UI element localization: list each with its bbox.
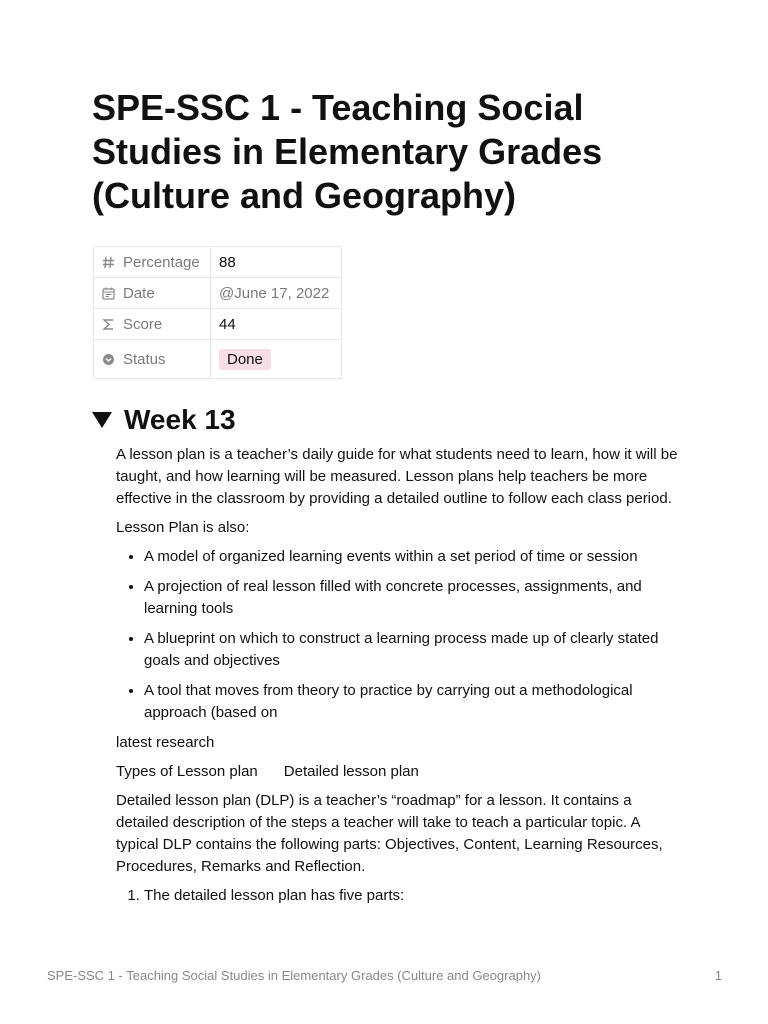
property-row-status <box>94 340 342 379</box>
bullet-list <box>116 546 682 724</box>
property-value[interactable]: 44 <box>211 309 342 340</box>
footer-page-number: 1 <box>714 968 722 983</box>
property-value[interactable]: @June 17, 2022 <box>211 278 342 309</box>
property-key: Status <box>123 350 166 368</box>
list-item: 1. The detailed lesson plan has five parts: <box>144 885 682 907</box>
property-row-score <box>94 309 342 340</box>
property-key: Date <box>123 284 155 302</box>
section-content <box>116 444 682 907</box>
list-item: • A blueprint on which to construct a learning process made up of clearly stated goals and objectives <box>144 628 682 672</box>
status-badge[interactable]: Done <box>219 349 271 370</box>
also-label: Lesson Plan is also: <box>116 519 250 536</box>
types-row <box>116 761 682 783</box>
section-heading: Week 13 <box>124 404 236 435</box>
page-title: SPE-SSC 1 - Teaching Social Studies in Elementary Grades (Culture and Geography) <box>92 87 603 216</box>
calendar-icon <box>102 287 116 300</box>
dlp-paragraph: Detailed lesson plan (DLP) is a teacher’s “roadmap” for a lesson. It contains a detailed description of the steps a teacher will take to teach a particular topic. A typical DLP contains the following parts: Objectives, Content, Learning Resources, Procedures, Remarks and Reflection. <box>116 792 663 875</box>
property-key: Percentage <box>123 253 200 271</box>
property-row-date <box>94 278 342 309</box>
toggle-heading-week[interactable] <box>92 402 236 438</box>
footer-title: SPE-SSC 1 - Teaching Social Studies in Elementary Grades (Culture and Geography) <box>47 968 542 983</box>
property-key: Score <box>123 315 163 333</box>
types-value: Detailed lesson plan <box>283 763 419 780</box>
intro-paragraph: A lesson plan is a teacher’s daily guide for what students need to learn, how it will be taught, and how learning will be measured. Lesson plans help teachers be more effective in the classroom by providing a detailed outline to follow each class period. <box>116 446 678 507</box>
types-label: Types of Lesson plan <box>116 763 258 780</box>
status-icon <box>102 353 116 366</box>
hash-icon <box>102 256 116 269</box>
latest-research-text: latest research <box>116 734 215 751</box>
property-value[interactable]: 88 <box>211 247 342 278</box>
page-footer <box>47 968 722 983</box>
toggle-triangle-icon[interactable] <box>92 412 112 428</box>
numbered-list <box>116 885 682 907</box>
list-item: • A projection of real lesson filled with concrete processes, assignments, and learning tools <box>144 576 682 620</box>
properties-table <box>93 246 342 379</box>
sigma-icon <box>102 318 116 331</box>
list-item: • A model of organized learning events within a set period of time or session <box>144 546 682 568</box>
property-row-percentage <box>94 247 342 278</box>
list-item: • A tool that moves from theory to practice by carrying out a methodological approach (based on <box>144 680 682 724</box>
